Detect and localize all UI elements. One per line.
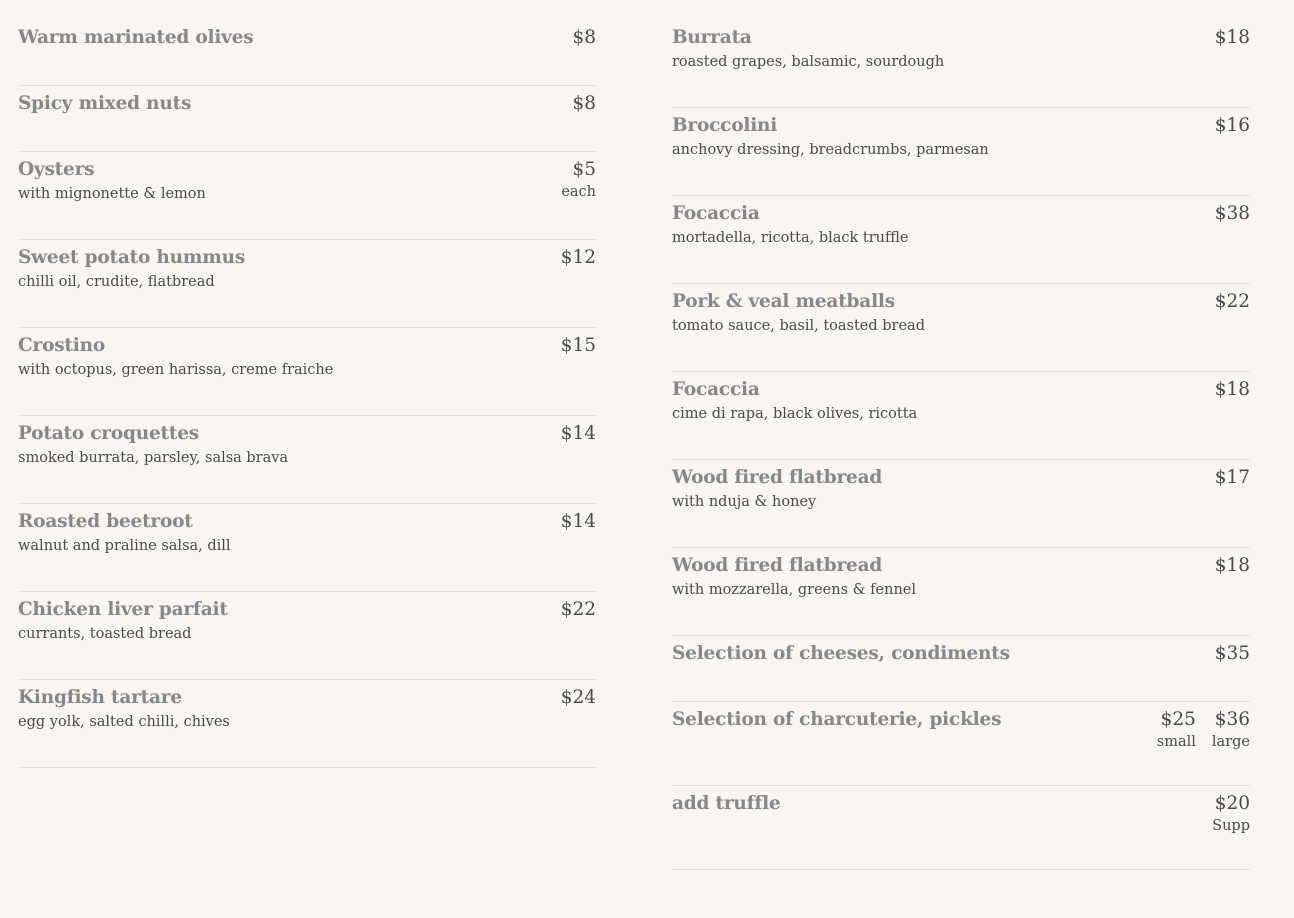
- menu-item-name: Kingfish tartare: [18, 687, 182, 708]
- menu-item-text: [18, 416, 288, 468]
- price-block: [1157, 707, 1196, 751]
- menu-item-name: Warm marinated olives: [18, 27, 254, 48]
- menu-item-spicy-mixed-nuts: [18, 86, 596, 152]
- menu-item-price: $22: [560, 599, 596, 620]
- menu-item-name: Roasted beetroot: [18, 511, 193, 532]
- menu-item-name: Pork & veal meatballs: [672, 291, 895, 312]
- menu-item-text: [18, 240, 245, 292]
- menu-item-price: $22: [1214, 291, 1250, 312]
- price-block: [1215, 201, 1250, 227]
- menu-item-description: cime di rapa, black olives, ricotta: [672, 406, 918, 422]
- menu-item-description: currants, toasted bread: [18, 626, 192, 642]
- price-block: [572, 91, 596, 117]
- menu-item-description: anchovy dressing, breadcrumbs, parmesan: [672, 142, 989, 158]
- menu-item-price: $14: [560, 511, 596, 532]
- menu-item-prices: [561, 680, 596, 711]
- menu-item-text: [672, 702, 1001, 733]
- menu-column-left: [18, 20, 596, 768]
- menu-item-selection-of-cheeses-condiments: [672, 636, 1250, 702]
- menu-item-name: Chicken liver parfait: [18, 599, 228, 620]
- menu-item-price: $25: [1160, 709, 1196, 730]
- menu-item-name: Oysters: [18, 159, 95, 180]
- menu-item-description: walnut and praline salsa, dill: [18, 538, 231, 554]
- menu-item-price: $14: [560, 423, 596, 444]
- menu-item-text: [672, 636, 1010, 667]
- menu-item-price: $35: [1214, 643, 1250, 664]
- menu-item-prices: [1215, 460, 1250, 491]
- price-block: [1212, 707, 1250, 751]
- menu-item-description: with nduja & honey: [672, 494, 817, 510]
- menu-item-prices: [561, 416, 596, 447]
- menu-item-chicken-liver-parfait: [18, 592, 596, 680]
- menu-item-wood-fired-flatbread: [672, 460, 1250, 548]
- menu-item-description: with octopus, green harissa, creme fraiche: [18, 362, 334, 378]
- menu-item-prices: [561, 152, 596, 201]
- menu-item-prices: [572, 20, 596, 51]
- price-block: [561, 509, 596, 535]
- menu-item-burrata: [672, 20, 1250, 108]
- price-block: [1215, 377, 1250, 403]
- menu-item-oysters: [18, 152, 596, 240]
- menu-item-price: $15: [560, 335, 596, 356]
- menu-item-description: smoked burrata, parsley, salsa brava: [18, 450, 289, 466]
- menu-item-text: [18, 328, 333, 380]
- menu-item-add-truffle: [672, 786, 1250, 870]
- menu-item-price: $20: [1214, 793, 1250, 814]
- menu-item-prices: [1215, 284, 1250, 315]
- price-block: [1215, 25, 1250, 51]
- menu-item-text: [672, 108, 989, 160]
- menu-item-text: [672, 786, 781, 817]
- menu-item-price: $36: [1214, 709, 1250, 730]
- price-note: Supp: [1212, 818, 1250, 834]
- menu-item-prices: [1157, 702, 1250, 751]
- menu-item-price: $5: [572, 159, 596, 180]
- menu-item-text: [18, 152, 206, 204]
- price-block: [1215, 553, 1250, 579]
- menu-item-price: $24: [560, 687, 596, 708]
- menu-item-name: Selection of charcuterie, pickles: [672, 709, 1002, 730]
- menu-item-prices: [561, 504, 596, 535]
- price-note: each: [561, 184, 596, 200]
- menu-item-text: [672, 284, 925, 336]
- menu-item-description: mortadella, ricotta, black truffle: [672, 230, 909, 246]
- menu-item-text: [18, 504, 231, 556]
- menu-item-description: with mignonette & lemon: [18, 186, 206, 202]
- menu-item-prices: [1215, 372, 1250, 403]
- menu-item-text: [18, 20, 254, 51]
- menu-item-prices: [1215, 108, 1250, 139]
- menu-item-text: [672, 548, 916, 600]
- menu-item-name: Spicy mixed nuts: [18, 93, 192, 114]
- menu-item-kingfish-tartare: [18, 680, 596, 768]
- price-block: [1212, 791, 1250, 835]
- menu-item-warm-marinated-olives: [18, 20, 596, 86]
- menu-item-focaccia: [672, 196, 1250, 284]
- menu-item-description: chilli oil, crudite, flatbread: [18, 274, 215, 290]
- menu-item-price: $18: [1214, 27, 1250, 48]
- menu-item-description: tomato sauce, basil, toasted bread: [672, 318, 925, 334]
- menu-item-description: egg yolk, salted chilli, chives: [18, 714, 230, 730]
- menu-item-price: $17: [1214, 467, 1250, 488]
- menu-item-roasted-beetroot: [18, 504, 596, 592]
- menu-item-name: Wood fired flatbread: [672, 467, 883, 488]
- menu-item-name: add truffle: [672, 793, 781, 814]
- price-block: [1215, 641, 1250, 667]
- menu-item-prices: [561, 592, 596, 623]
- menu-item-potato-croquettes: [18, 416, 596, 504]
- menu-item-prices: [1215, 20, 1250, 51]
- price-block: [561, 685, 596, 711]
- menu-item-prices: [1215, 548, 1250, 579]
- price-block: [561, 245, 596, 271]
- menu-item-wood-fired-flatbread: [672, 548, 1250, 636]
- menu-item-price: $16: [1214, 115, 1250, 136]
- menu-item-name: Focaccia: [672, 203, 760, 224]
- price-note: small: [1156, 734, 1196, 750]
- price-block: [1215, 465, 1250, 491]
- menu-item-prices: [1215, 636, 1250, 667]
- menu-item-name: Crostino: [18, 335, 105, 356]
- price-block: [1215, 113, 1250, 139]
- menu-item-name: Sweet potato hummus: [18, 247, 246, 268]
- menu-column-right: [672, 20, 1250, 870]
- price-block: [572, 25, 596, 51]
- price-block: [561, 597, 596, 623]
- menu-item-name: Focaccia: [672, 379, 760, 400]
- menu-item-text: [672, 196, 909, 248]
- menu-item-price: $8: [572, 93, 596, 114]
- menu-item-name: Burrata: [672, 27, 752, 48]
- menu-item-name: Potato croquettes: [18, 423, 199, 444]
- menu-item-text: [18, 592, 228, 644]
- menu-item-prices: [1212, 786, 1250, 835]
- menu-item-description: with mozzarella, greens & fennel: [672, 582, 917, 598]
- menu-item-prices: [561, 240, 596, 271]
- menu-item-text: [18, 86, 191, 117]
- menu-item-focaccia: [672, 372, 1250, 460]
- menu-item-name: Selection of cheeses, condiments: [672, 643, 1010, 664]
- menu-item-price: $38: [1214, 203, 1250, 224]
- menu-item-sweet-potato-hummus: [18, 240, 596, 328]
- menu-item-price: $12: [560, 247, 596, 268]
- menu-item-price: $8: [572, 27, 596, 48]
- menu-item-text: [672, 372, 917, 424]
- price-block: [561, 157, 596, 201]
- menu-item-name: Broccolini: [672, 115, 778, 136]
- menu-item-price: $18: [1214, 379, 1250, 400]
- price-block: [561, 333, 596, 359]
- menu-item-name: Wood fired flatbread: [672, 555, 883, 576]
- menu-item-text: [18, 680, 230, 732]
- menu-item-text: [672, 460, 882, 512]
- price-note: large: [1211, 734, 1250, 750]
- menu-item-selection-of-charcuterie-pickles: [672, 702, 1250, 786]
- menu-item-prices: [561, 328, 596, 359]
- menu-item-prices: [572, 86, 596, 117]
- menu-item-pork-and-veal-meatballs: [672, 284, 1250, 372]
- menu-item-prices: [1215, 196, 1250, 227]
- menu-item-text: [672, 20, 944, 72]
- price-block: [561, 421, 596, 447]
- menu-item-crostino: [18, 328, 596, 416]
- menu-item-description: roasted grapes, balsamic, sourdough: [672, 54, 945, 70]
- menu-item-price: $18: [1214, 555, 1250, 576]
- price-block: [1215, 289, 1250, 315]
- menu-item-broccolini: [672, 108, 1250, 196]
